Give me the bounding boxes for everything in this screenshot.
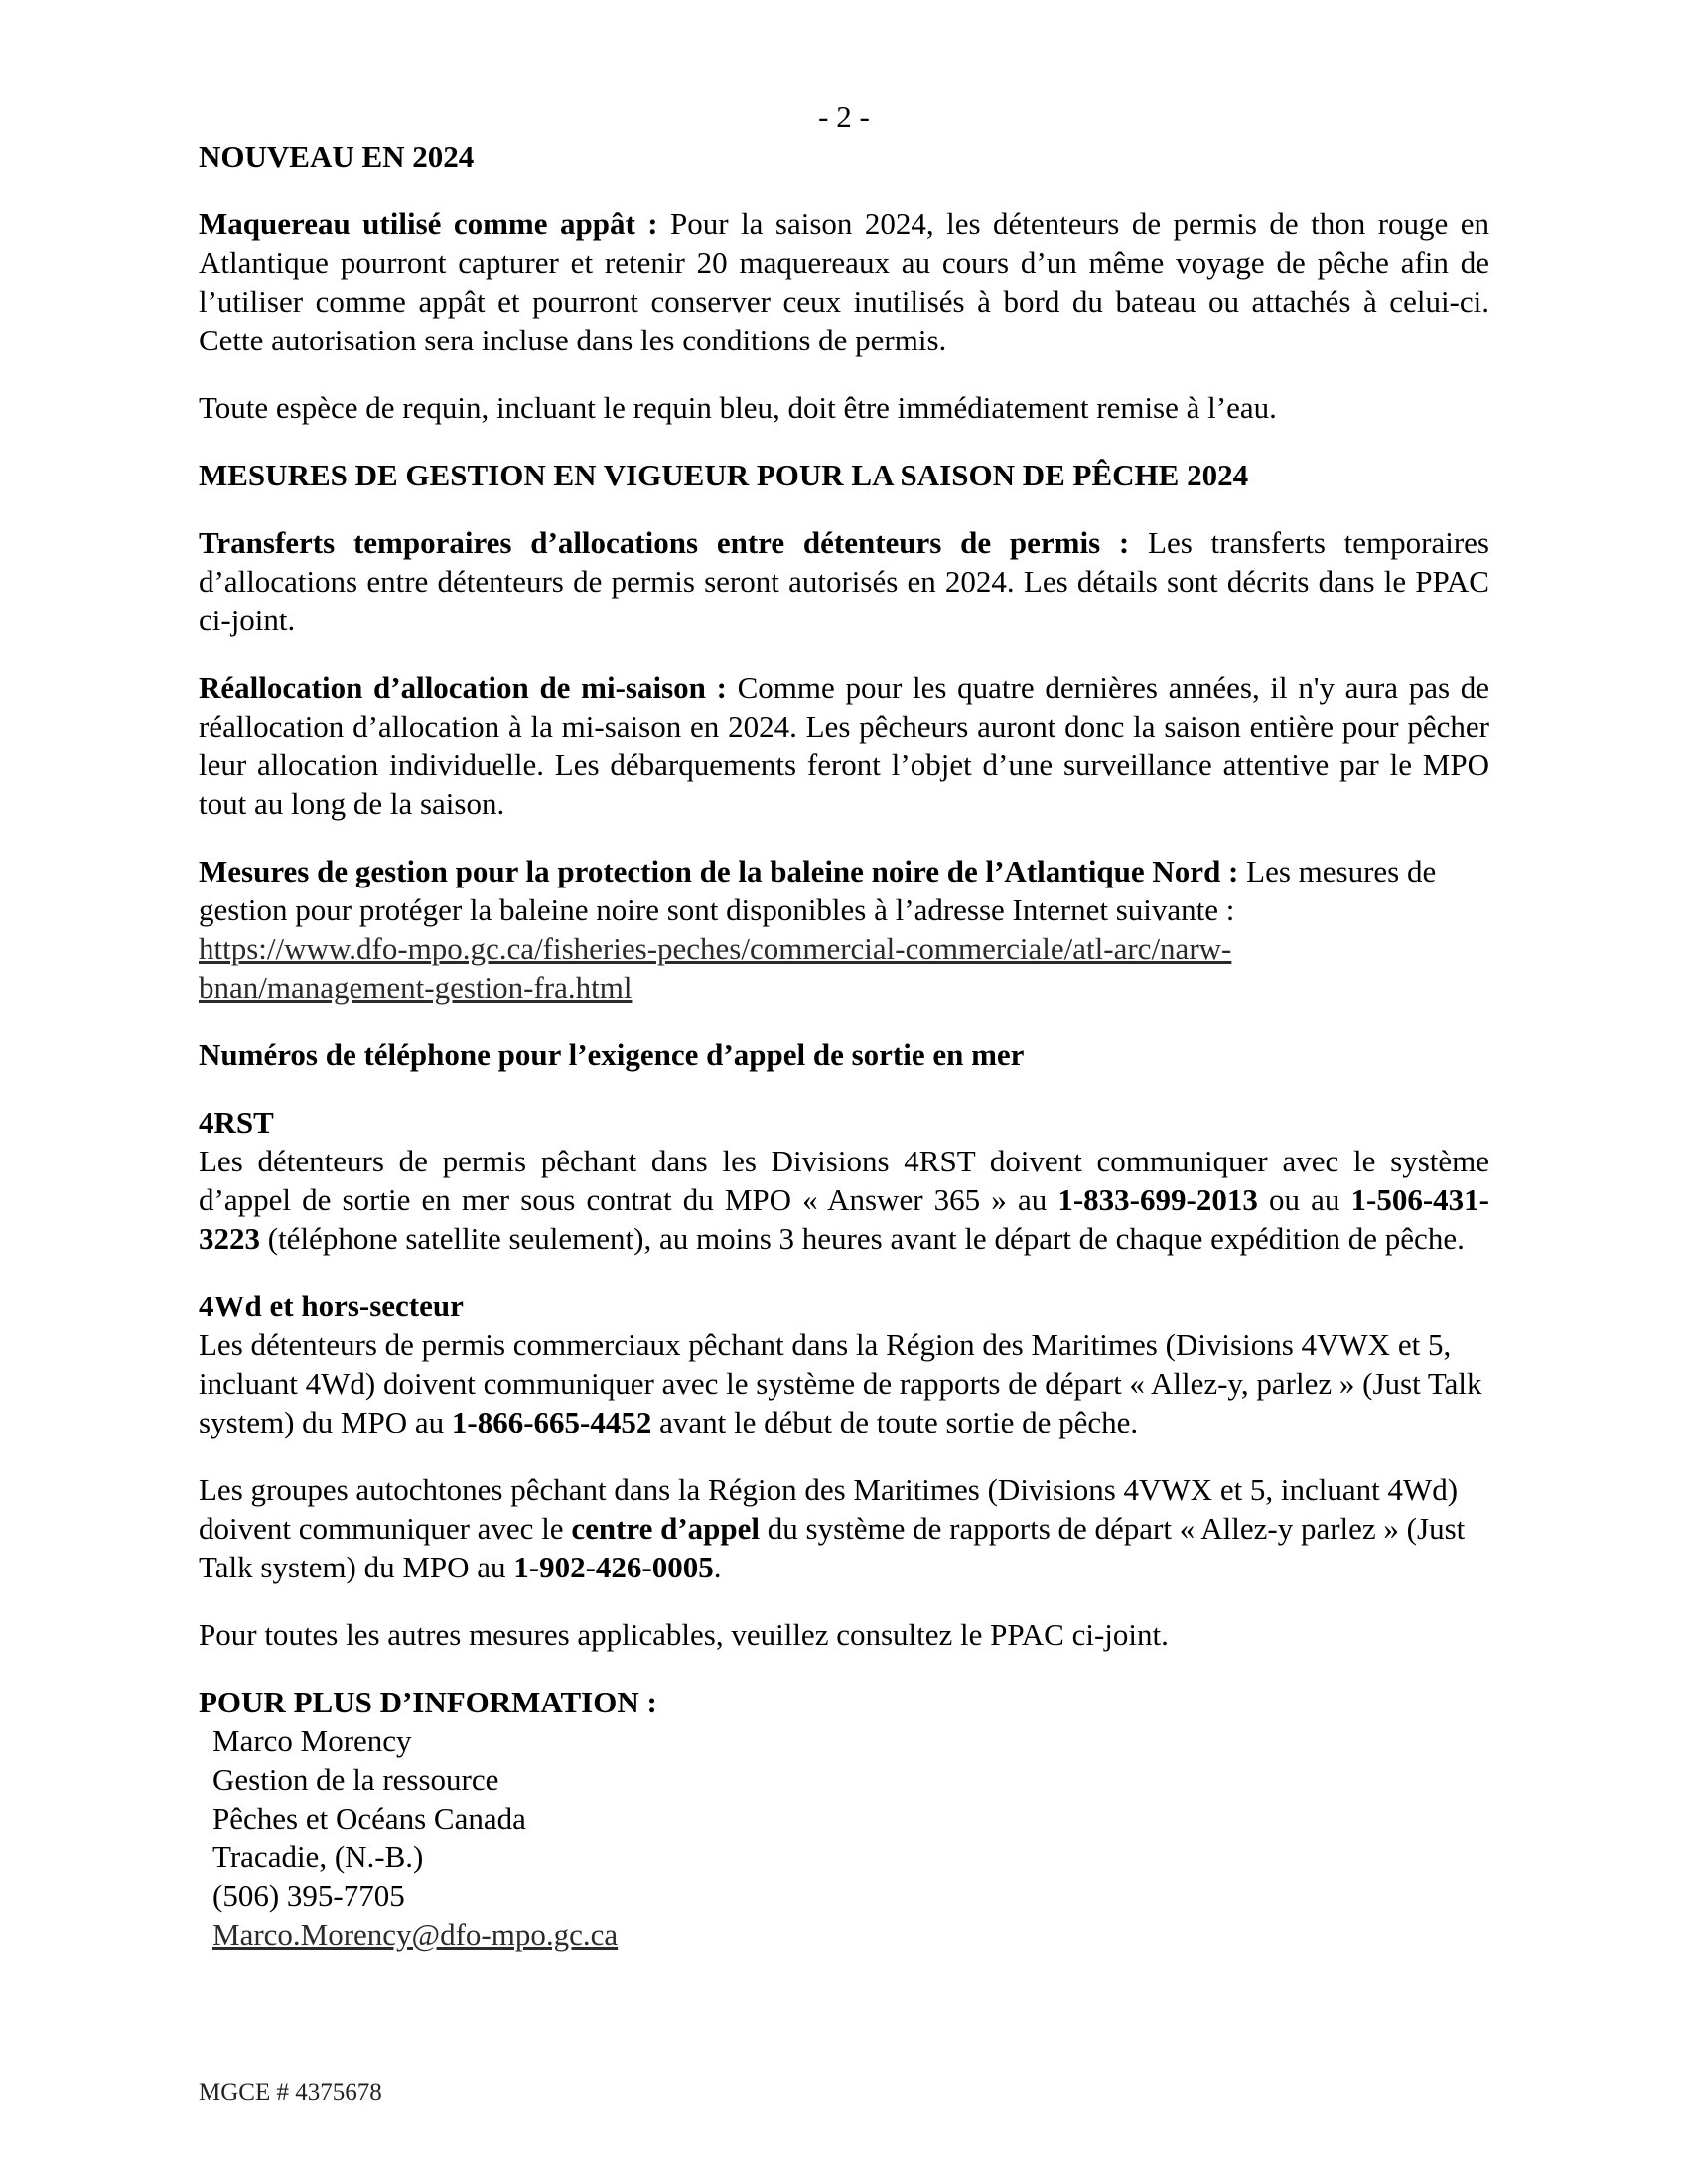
paragraph-indigenous [199, 1470, 1489, 1586]
whale-url-line1[interactable]: https://www.dfo-mpo.gc.ca/fisheries-peches/commercial-commerciale/atl-arc/narw- [199, 931, 1232, 966]
heading-contact: POUR PLUS D’INFORMATION : [199, 1685, 657, 1719]
reallocation-label: Réallocation d’allocation de mi-saison : [199, 670, 727, 705]
whale-text: Les mesures de gestion pour protéger la baleine noire sont disponibles à l’adresse Internet suivante : [199, 854, 1437, 927]
page-number: - 2 - [818, 99, 870, 134]
indigenous-text-c: . [713, 1550, 722, 1584]
reallocation-text: Comme pour les quatre dernières années, il n'y aura pas de réallocation d’allocation à la mi-saison en 2024. Les pêcheurs auront donc la saison entière pour pêcher leur allocation individuelle. Les débarquements feront l’objet d’une surveillance attentive par le MPO tout au long de la saison. [199, 670, 1489, 821]
transfers-text: Les transferts temporaires d’allocations entre détenteurs de permis seront autorisés en 2024. Les détails sont décrits dans le PPAC ci-joint. [199, 525, 1489, 637]
phone-indigenous: 1-902-426-0005 [513, 1550, 714, 1584]
phone-4rst-1: 1-833-699-2013 [1057, 1182, 1258, 1217]
paragraph-mackerel [199, 205, 1489, 359]
paragraph-transfers [199, 523, 1489, 639]
contact-role: Gestion de la ressource [212, 1762, 499, 1797]
contact-org: Pêches et Océans Canada [212, 1801, 526, 1836]
document-body [199, 137, 1489, 1954]
document-reference: MGCE # 4375678 [199, 2079, 382, 2106]
paragraph-whale [199, 852, 1489, 1007]
text-4rst-c: (téléphone satellite seulement), au moins 3 heures avant le départ de chaque expédition de pêche. [260, 1221, 1465, 1256]
contact-phone: (506) 395-7705 [212, 1878, 405, 1913]
indigenous-text-a: Les groupes autochtones pêchant dans la Région des Maritimes (Divisions 4VWX et 5, incluant 4Wd) doivent communiquer avec le [199, 1472, 1459, 1546]
paragraph-other-measures: Pour toutes les autres mesures applicables, veuillez consultez le PPAC ci-joint. [199, 1617, 1169, 1652]
mackerel-label: Maquereau utilisé comme appât : [199, 206, 658, 241]
mackerel-text: Pour la saison 2024, les détenteurs de permis de thon rouge en Atlantique pourront capturer et retenir 20 maquereaux au cours d’un même voyage de pêche afin de l’utiliser comme appât et pourront conserver ceux inutilisés à bord du bateau ou attachés à celui-ci. Cette autorisation sera incluse dans les conditions de permis. [199, 206, 1490, 357]
text-4rst-a: Les détenteurs de permis pêchant dans les Divisions 4RST doivent communiquer avec le système d’appel de sortie en mer sous contrat du MPO « Answer 365 » au [199, 1144, 1489, 1217]
indigenous-bold: centre d’appel [571, 1511, 761, 1546]
indigenous-text-b: du système de rapports de départ « Allez-y parlez » (Just Talk system) du MPO au [199, 1511, 1466, 1584]
contact-email-link[interactable]: Marco.Morency@dfo-mpo.gc.ca [212, 1917, 619, 1952]
whale-label: Mesures de gestion pour la protection de la baleine noire de l’Atlantique Nord : [199, 854, 1239, 888]
contact-city: Tracadie, (N.-B.) [212, 1840, 424, 1874]
phone-4wd: 1-866-665-4452 [451, 1405, 652, 1439]
transfers-label: Transferts temporaires d’allocations entre détenteurs de permis : [199, 525, 1130, 560]
text-4wd-a: Les détenteurs de permis commerciaux pêchant dans la Région des Maritimes (Divisions 4VWX et 5, incluant 4Wd) doivent communiquer avec le système de rapports de départ « Allez-y, parlez » (Just Talk system) du MPO au [199, 1327, 1482, 1439]
heading-new-2024: NOUVEAU EN 2024 [199, 139, 475, 174]
paragraph-reallocation [199, 668, 1489, 823]
phone-4rst-2: 1-506-431-3223 [199, 1182, 1489, 1256]
whale-url-link[interactable] [199, 931, 1231, 1005]
title-4rst: 4RST [199, 1105, 274, 1140]
section-4wd [199, 1287, 1489, 1441]
contact-block [199, 1721, 1489, 1954]
paragraph-sharks: Toute espèce de requin, incluant le requin bleu, doit être immédiatement remise à l’eau. [199, 390, 1277, 425]
text-4wd-b: avant le début de toute sortie de pêche. [651, 1405, 1139, 1439]
title-4wd: 4Wd et hors-secteur [199, 1289, 464, 1323]
contact-name: Marco Morency [212, 1723, 412, 1758]
heading-management-measures: MESURES DE GESTION EN VIGUEUR POUR LA SAISON DE PÊCHE 2024 [199, 458, 1249, 492]
text-4rst-b: ou au [1257, 1182, 1351, 1217]
heading-phone-numbers: Numéros de téléphone pour l’exigence d’appel de sortie en mer [199, 1037, 1025, 1072]
section-4rst [199, 1103, 1489, 1258]
whale-url-line2[interactable]: bnan/management-gestion-fra.html [199, 970, 633, 1005]
